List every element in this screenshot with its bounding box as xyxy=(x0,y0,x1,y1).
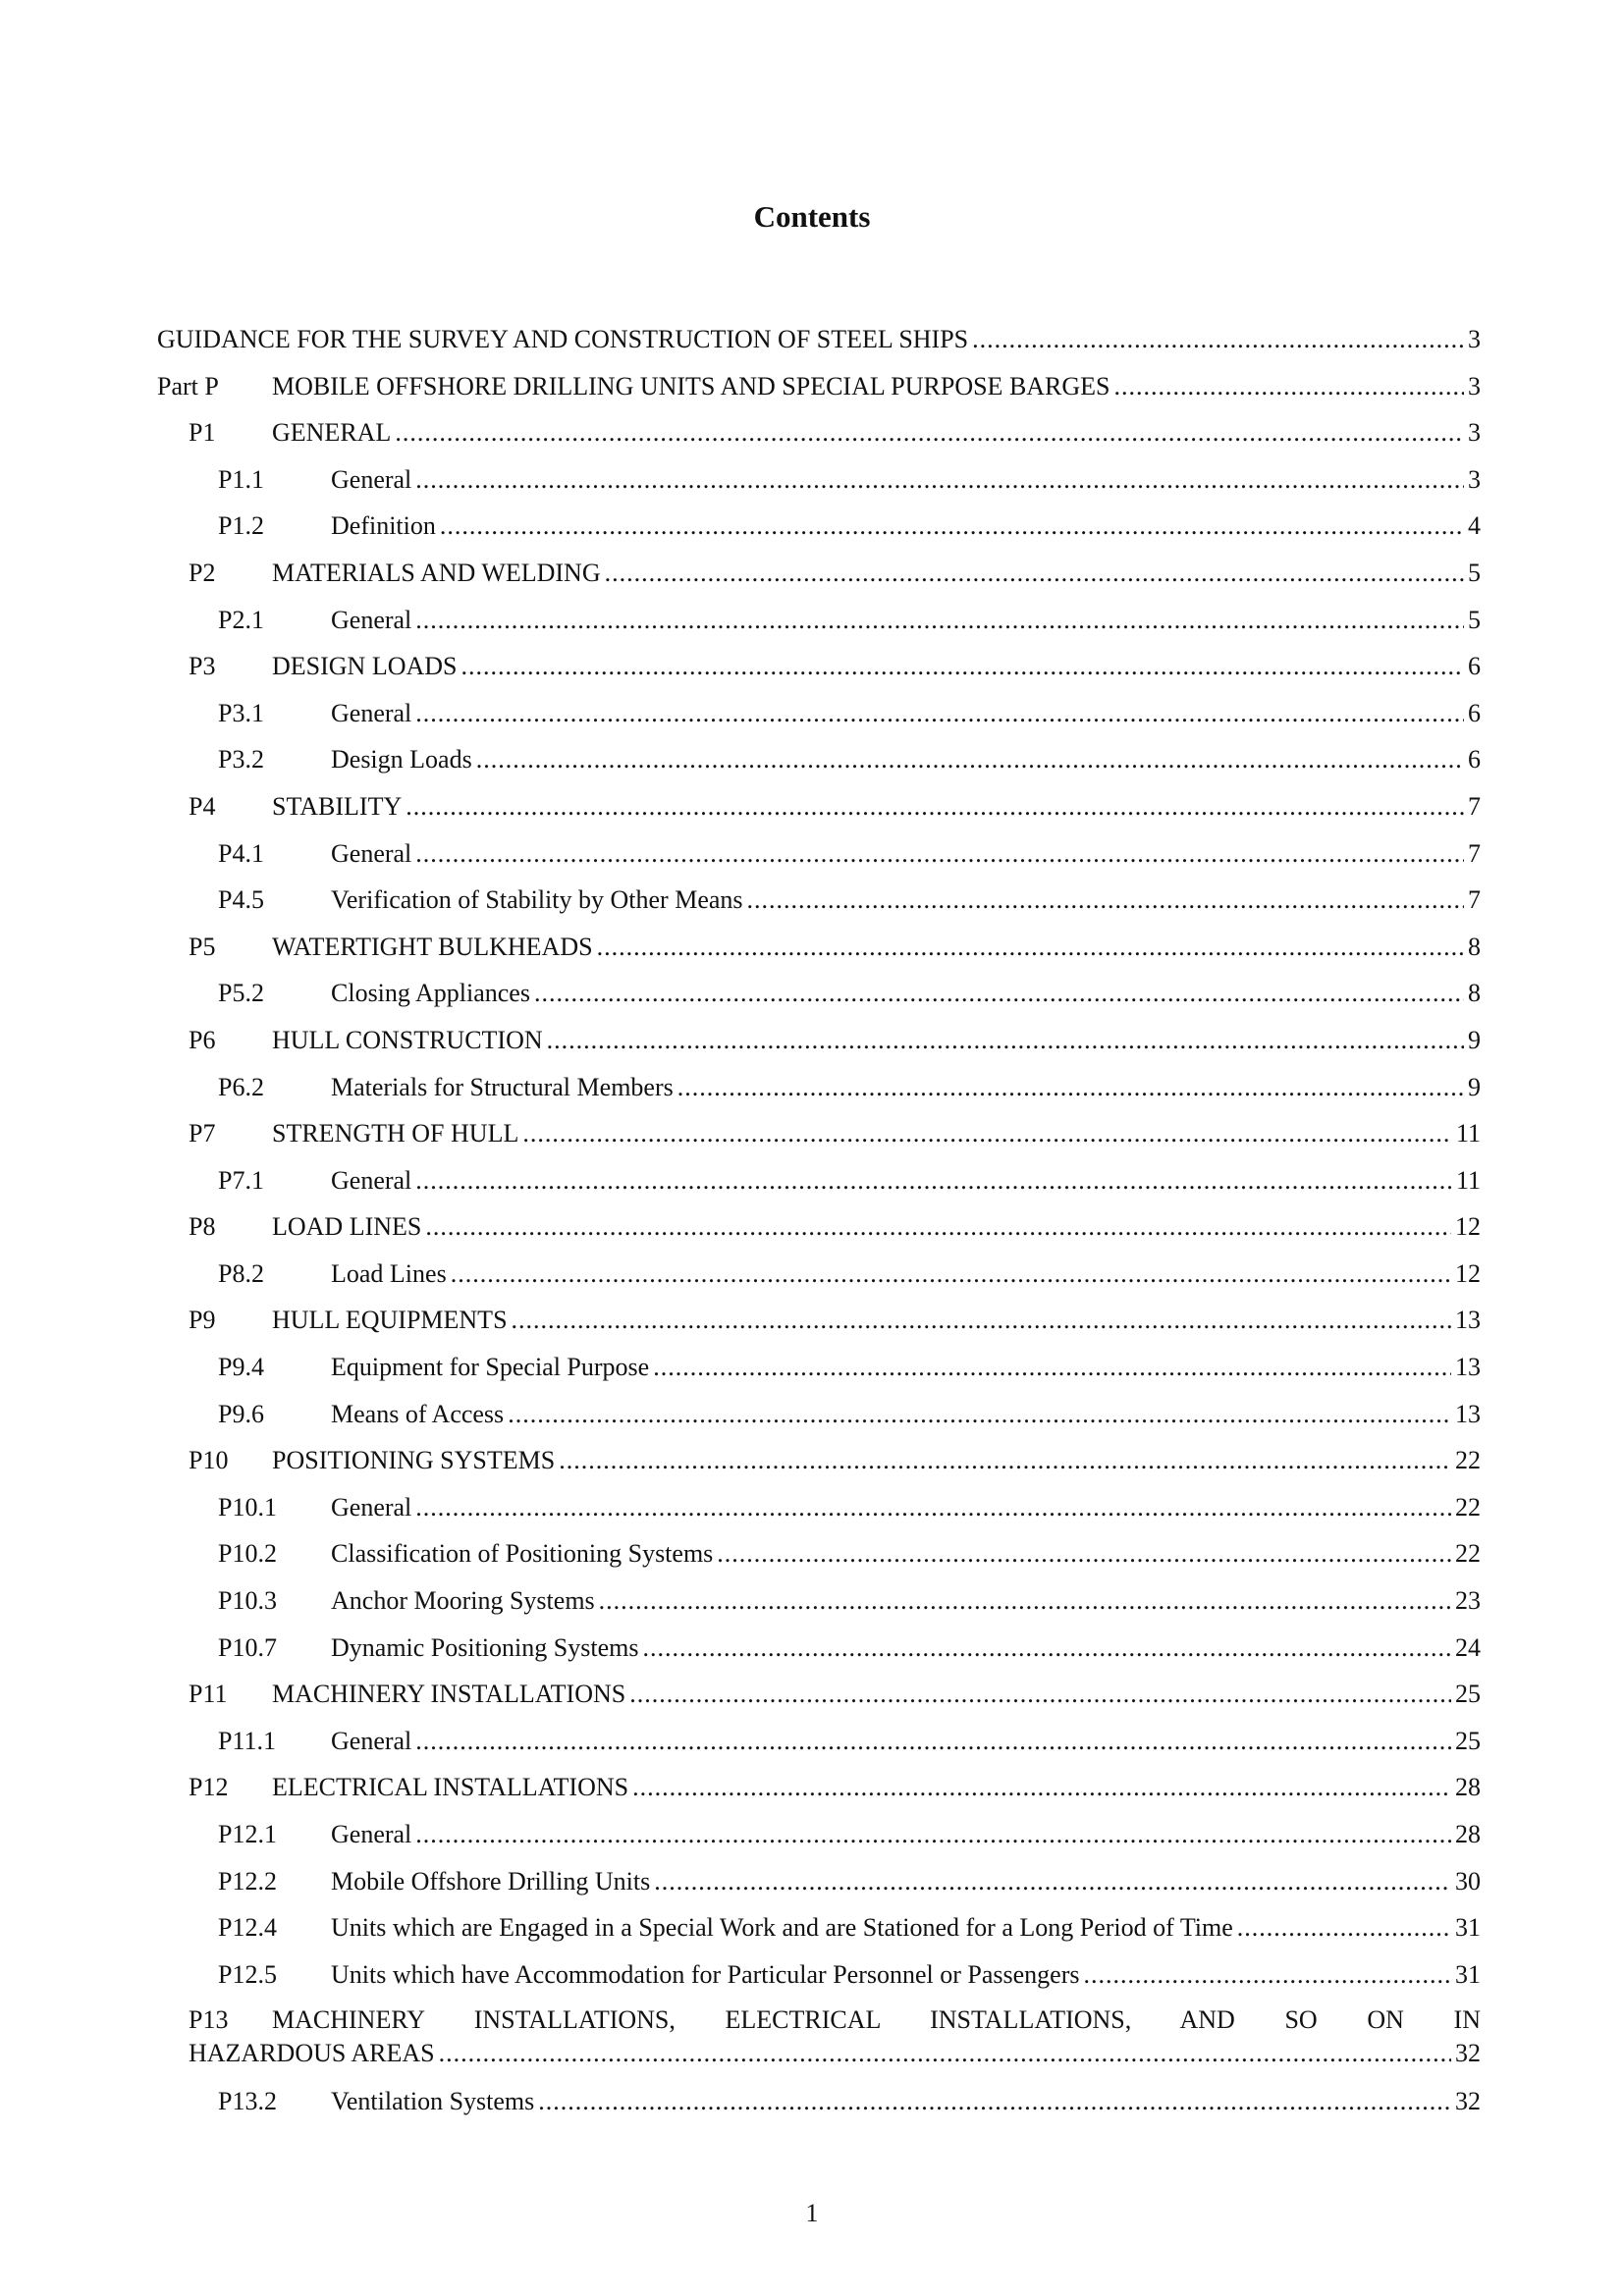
toc-entry-page: 5 xyxy=(1468,605,1481,634)
toc-entry-number: Part P xyxy=(157,371,219,400)
dot-leader xyxy=(538,2078,1451,2125)
toc-entry-page: 7 xyxy=(1468,791,1481,821)
toc-entry-label: Equipment for Special Purpose xyxy=(331,1353,650,1382)
dot-leader xyxy=(599,1577,1451,1625)
dot-leader xyxy=(605,550,1464,597)
toc-entry[interactable] xyxy=(157,1344,1481,1391)
toc-entry-label: DESIGN LOADS xyxy=(272,652,458,681)
toc-entry-number: P12.2 xyxy=(218,1866,277,1896)
toc-entry-page: 31 xyxy=(1455,1959,1481,1989)
toc-entry-number: P4.5 xyxy=(218,885,264,915)
dot-leader xyxy=(439,2037,1451,2070)
toc-entry-page: 8 xyxy=(1468,979,1481,1008)
dot-leader xyxy=(415,690,1464,737)
toc-entry[interactable] xyxy=(157,690,1481,737)
toc-entry[interactable] xyxy=(157,1904,1481,1951)
dot-leader xyxy=(415,1484,1451,1531)
toc-entry-page: 6 xyxy=(1468,652,1481,681)
toc-entry-number: P3.1 xyxy=(218,698,264,727)
toc-entry-label: General xyxy=(331,698,412,727)
toc-entry-number: P10.1 xyxy=(218,1492,277,1522)
toc-entry-page: 6 xyxy=(1468,698,1481,727)
toc-entry[interactable] xyxy=(157,1718,1481,1765)
toc-entry-number: P5.2 xyxy=(218,979,264,1008)
toc-entry-number: P2 xyxy=(189,558,216,587)
toc-entry[interactable] xyxy=(157,1157,1481,1204)
toc-entry-number: P1.1 xyxy=(218,464,264,494)
toc-entry-label: Ventilation Systems xyxy=(331,2087,535,2116)
toc-entry-label: MATERIALS AND WELDING xyxy=(272,558,601,587)
toc-entry-number: P13 xyxy=(189,2005,229,2035)
toc-entry[interactable] xyxy=(157,736,1481,783)
dot-leader xyxy=(717,1530,1451,1577)
dot-leader xyxy=(629,1671,1451,1718)
toc-entry-page: 32 xyxy=(1455,2039,1481,2068)
dot-leader xyxy=(395,409,1464,456)
toc-entry[interactable] xyxy=(157,316,1481,363)
dot-leader xyxy=(677,1064,1464,1111)
toc-entry-page: 6 xyxy=(1468,745,1481,774)
toc-entry-label: GENERAL xyxy=(272,418,392,448)
toc-entry-page: 28 xyxy=(1455,1820,1481,1848)
toc-entry-label: POSITIONING SYSTEMS xyxy=(272,1446,556,1475)
toc-entry-number: P12.4 xyxy=(218,1913,277,1943)
toc-entry-page: 23 xyxy=(1455,1586,1481,1616)
toc-entry[interactable] xyxy=(157,1764,1481,1811)
toc-entry-label: General xyxy=(331,464,412,494)
toc-entry-label: HULL CONSTRUCTION xyxy=(272,1025,543,1054)
toc-entry-page: 22 xyxy=(1455,1539,1481,1569)
toc-entry-page: 13 xyxy=(1455,1353,1481,1382)
toc-entry-number: P10 xyxy=(189,1446,229,1475)
toc-entry[interactable] xyxy=(157,1064,1481,1111)
toc-entry-page: 13 xyxy=(1455,1399,1481,1428)
toc-entry[interactable] xyxy=(157,1297,1481,1344)
toc-entry-number: P8.2 xyxy=(218,1258,264,1288)
toc-entry-number: P10.7 xyxy=(218,1632,277,1662)
dot-leader xyxy=(415,830,1464,878)
dot-leader xyxy=(747,877,1464,924)
toc-entry-label: MACHINERY INSTALLATIONS xyxy=(272,1680,626,1709)
toc-entry-page: 12 xyxy=(1455,1212,1481,1242)
dot-leader xyxy=(415,1718,1451,1765)
toc-entry[interactable] xyxy=(157,1110,1481,1157)
toc-entry-page: 11 xyxy=(1455,1165,1481,1195)
toc-entry-label: Dynamic Positioning Systems xyxy=(331,1632,639,1662)
toc-entry-number: P7.1 xyxy=(218,1165,264,1195)
toc-entry[interactable] xyxy=(157,363,1481,410)
toc-entry[interactable] xyxy=(157,830,1481,878)
page-number: 1 xyxy=(805,2199,819,2227)
toc-entry[interactable] xyxy=(157,456,1481,504)
toc-entry[interactable] xyxy=(157,877,1481,924)
toc-entry-page: 31 xyxy=(1455,1913,1481,1943)
dot-leader xyxy=(415,1811,1451,1858)
toc-entry-label: Verification of Stability by Other Means xyxy=(331,885,743,915)
toc-entry-wrapped[interactable] xyxy=(157,1998,1481,2078)
toc-entry-label: STABILITY xyxy=(272,791,403,821)
toc-entry[interactable] xyxy=(157,1484,1481,1531)
toc-entry[interactable] xyxy=(157,1251,1481,1298)
dot-leader xyxy=(476,736,1464,783)
toc-entry-number: P9 xyxy=(189,1306,216,1335)
toc-entry[interactable] xyxy=(157,1625,1481,1672)
toc-entry-number: P9.6 xyxy=(218,1399,264,1428)
toc-entry-number: P8 xyxy=(189,1212,216,1242)
toc-entry[interactable] xyxy=(157,1530,1481,1577)
toc-entry-page: 12 xyxy=(1455,1258,1481,1288)
toc-entry-label: Load Lines xyxy=(331,1258,447,1288)
toc-entry-label: General xyxy=(331,1492,412,1522)
dot-leader xyxy=(512,1297,1451,1344)
dot-leader xyxy=(547,1017,1464,1064)
toc-entry-label: General xyxy=(331,838,412,868)
toc-entry-number: P6.2 xyxy=(218,1072,264,1101)
toc-entry-page: 7 xyxy=(1468,885,1481,915)
toc-entry-page: 3 xyxy=(1468,464,1481,494)
toc-entry-number: P3 xyxy=(189,652,216,681)
toc-entry-label: Materials for Structural Members xyxy=(331,1072,674,1101)
toc-entry-label: STRENGTH OF HULL xyxy=(272,1119,519,1148)
toc-entry-label: Units which have Accommodation for Particular Personnel or Passengers xyxy=(331,1959,1080,1989)
toc-entry-label: LOAD LINES xyxy=(272,1212,422,1242)
dot-leader xyxy=(522,1110,1452,1157)
toc-entry-label: Design Loads xyxy=(331,745,472,774)
toc-entry-page: 7 xyxy=(1468,838,1481,868)
toc-entry[interactable] xyxy=(157,1437,1481,1484)
toc-entry-label: GUIDANCE FOR THE SURVEY AND CONSTRUCTION OF STEEL SHIPS xyxy=(157,325,969,353)
toc-entry-number: P1 xyxy=(189,418,216,448)
toc-entry-page: 32 xyxy=(1455,2087,1481,2116)
toc-entry-label: Units which are Engaged in a Special Work and are Stationed for a Long Period of Time xyxy=(331,1913,1233,1943)
dot-leader xyxy=(415,456,1464,504)
dot-leader xyxy=(415,597,1464,644)
toc-entry-number: P4 xyxy=(189,791,216,821)
dot-leader xyxy=(461,643,1465,690)
toc-entry-number: P1.2 xyxy=(218,511,264,541)
toc-entry-page: 25 xyxy=(1455,1680,1481,1709)
toc-entry[interactable] xyxy=(157,1811,1481,1858)
toc-entry-number: P6 xyxy=(189,1025,216,1054)
toc-entry-label: ELECTRICAL INSTALLATIONS xyxy=(272,1773,629,1802)
toc-entry-label: Means of Access xyxy=(331,1399,505,1428)
dot-leader xyxy=(415,1157,1452,1204)
toc-entry-page: 3 xyxy=(1468,325,1481,353)
dot-leader xyxy=(406,783,1464,830)
toc-entry-label: HULL EQUIPMENTS xyxy=(272,1306,508,1335)
page-title: Contents xyxy=(753,199,871,234)
toc-entry-label: General xyxy=(331,1820,412,1848)
toc-entry[interactable] xyxy=(157,1017,1481,1064)
toc-entry-number: P11 xyxy=(189,1680,228,1709)
toc-entry-page: 22 xyxy=(1455,1446,1481,1475)
toc-entry-page: 11 xyxy=(1455,1119,1481,1148)
toc-entry[interactable] xyxy=(157,503,1481,550)
toc-entry-number: P12.5 xyxy=(218,1959,277,1989)
toc-entry-number: P13.2 xyxy=(218,2087,277,2116)
toc-entry-page: 13 xyxy=(1455,1306,1481,1335)
toc-entry-page: 3 xyxy=(1468,418,1481,448)
toc-entry-label-line2: HAZARDOUS AREAS xyxy=(189,2039,435,2068)
dot-leader xyxy=(559,1437,1451,1484)
toc-entry[interactable] xyxy=(157,2078,1481,2125)
toc-entry-page: 30 xyxy=(1455,1866,1481,1896)
toc-entry-label: Closing Appliances xyxy=(331,979,530,1008)
dot-leader xyxy=(451,1251,1451,1298)
toc-entry[interactable] xyxy=(157,1391,1481,1438)
toc-entry-label: General xyxy=(331,1165,412,1195)
toc-entry[interactable] xyxy=(157,783,1481,830)
toc-entry-number: P4.1 xyxy=(218,838,264,868)
toc-entry-page: 28 xyxy=(1455,1773,1481,1802)
toc-entry-page: 22 xyxy=(1455,1492,1481,1522)
toc-entry-number: P5 xyxy=(189,932,216,961)
dot-leader xyxy=(642,1625,1451,1672)
toc-entry-label: Mobile Offshore Drilling Units xyxy=(331,1866,651,1896)
dot-leader xyxy=(653,1344,1451,1391)
toc-entry[interactable] xyxy=(157,643,1481,690)
toc-entry-number: P12 xyxy=(189,1773,229,1802)
dot-leader xyxy=(508,1391,1451,1438)
dot-leader xyxy=(1084,1951,1452,1999)
toc-entry-page: 9 xyxy=(1468,1025,1481,1054)
toc-entry[interactable] xyxy=(157,409,1481,456)
toc-entry-label: Anchor Mooring Systems xyxy=(331,1586,595,1616)
toc-entry-label-line1: MACHINERY INSTALLATIONS, ELECTRICAL INSTALLATIONS, AND SO ON IN xyxy=(272,2005,1481,2035)
dot-leader xyxy=(654,1858,1451,1905)
toc-entry-number: P11.1 xyxy=(218,1726,276,1755)
toc-entry[interactable] xyxy=(157,970,1481,1017)
toc-entry[interactable] xyxy=(157,924,1481,971)
dot-leader xyxy=(632,1764,1451,1811)
dot-leader xyxy=(597,924,1464,971)
toc-entry-number: P3.2 xyxy=(218,745,264,774)
toc-entry-page: 5 xyxy=(1468,558,1481,587)
toc-entry-label: MOBILE OFFSHORE DRILLING UNITS AND SPECIAL PURPOSE BARGES xyxy=(272,371,1110,400)
toc-entry[interactable] xyxy=(157,597,1481,644)
toc-entry-number: P10.3 xyxy=(218,1586,277,1616)
dot-leader xyxy=(1114,363,1464,410)
toc-entry-page: 4 xyxy=(1468,511,1481,541)
toc-entry-page: 8 xyxy=(1468,932,1481,961)
toc-entry[interactable] xyxy=(157,1203,1481,1251)
dot-leader xyxy=(1237,1904,1451,1951)
dot-leader xyxy=(440,503,1464,550)
toc-entry-page: 3 xyxy=(1468,371,1481,400)
toc-entry-page: 9 xyxy=(1468,1072,1481,1101)
toc-entry-page: 25 xyxy=(1455,1726,1481,1755)
dot-leader xyxy=(972,316,1464,363)
toc-entry-label: WATERTIGHT BULKHEADS xyxy=(272,932,593,961)
toc-entry-label: General xyxy=(331,605,412,634)
dot-leader xyxy=(425,1203,1451,1251)
toc-entry-label: Classification of Positioning Systems xyxy=(331,1539,714,1569)
toc-entry-number: P2.1 xyxy=(218,605,264,634)
toc-entry[interactable] xyxy=(157,1951,1481,1999)
dot-leader xyxy=(534,970,1464,1017)
toc-entry-label: Definition xyxy=(331,511,436,541)
toc-entry-number: P10.2 xyxy=(218,1539,277,1569)
toc-entry-number: P9.4 xyxy=(218,1353,264,1382)
toc-entry-label: General xyxy=(331,1726,412,1755)
table-of-contents xyxy=(157,316,1481,2125)
toc-entry[interactable] xyxy=(157,1671,1481,1718)
toc-entry[interactable] xyxy=(157,550,1481,597)
toc-entry-page: 24 xyxy=(1455,1632,1481,1662)
toc-entry[interactable] xyxy=(157,1858,1481,1905)
toc-entry-number: P7 xyxy=(189,1119,216,1148)
toc-entry[interactable] xyxy=(157,1577,1481,1625)
toc-entry-number: P12.1 xyxy=(218,1820,277,1848)
